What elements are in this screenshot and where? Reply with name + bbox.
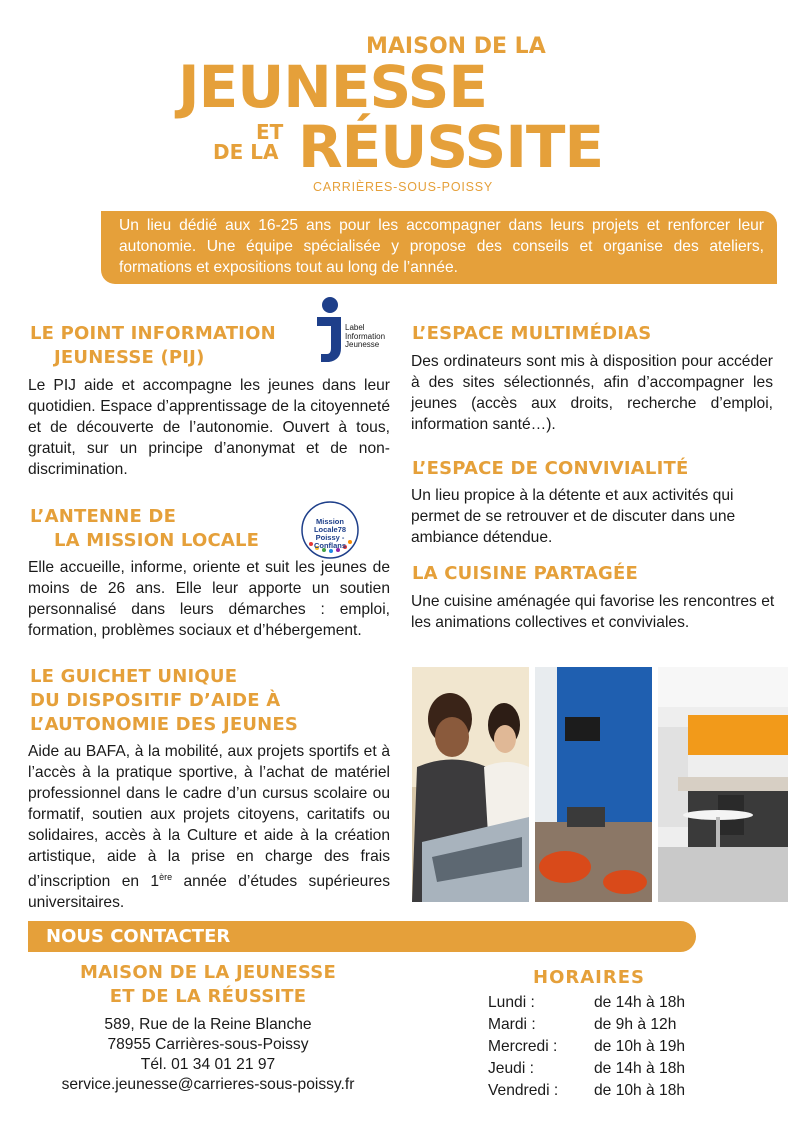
contact-phone: Tél. 01 34 01 21 97 [140, 1056, 276, 1073]
cuisine-text: Une cuisine aménagée qui favorise les rencontres et les animations collectives et conviviales. [411, 593, 775, 631]
header-dela: DE LA [213, 140, 279, 164]
pij-text: Le PIJ aide et accompagne les jeunes dans leur quotidien. Espace d’apprentissage de la citoyenneté et de découverte de l’autonomie. Ouvert à tous, gratuit, sur un principe d’anonymat et de non-discrimination. [28, 377, 390, 478]
mission-title-2: LA MISSION LOCALE [54, 530, 260, 551]
hours-time: de 10h à 18h [594, 1082, 686, 1099]
guichet-text [28, 741, 390, 913]
mission-logo-text-2: Poissy - Conflans [313, 533, 347, 550]
hours-row [488, 994, 708, 1015]
hours-day: Vendredi : [488, 1082, 559, 1099]
guichet-text-b: année d’études supérieures universitaires. [28, 873, 390, 912]
contact-name-1: MAISON DE LA JEUNESSE [80, 962, 336, 983]
hours-day: Mardi : [488, 1016, 536, 1033]
mission-text: Elle accueille, informe, oriente et suit les jeunes de moins de 26 ans. Elle leur apporte un soutien personnalisé dans leurs démarches : emploi, formation, problèmes sociaux et d’hébergement. [28, 559, 390, 639]
multimedia-title: L’ESPACE MULTIMÉDIAS [412, 323, 652, 344]
guichet-title-1: LE GUICHET UNIQUE [30, 666, 238, 687]
hours-day: Jeudi : [488, 1060, 534, 1077]
cuisine-title: LA CUISINE PARTAGÉE [412, 563, 638, 584]
header-line2: JEUNESSE [178, 53, 488, 121]
hours-day: Mercredi : [488, 1038, 558, 1055]
header-line1: MAISON DE LA [366, 34, 546, 59]
hours-time: de 10h à 19h [594, 1038, 686, 1055]
mission-logo-text-1: Mission Locale78 [313, 517, 347, 534]
pij-logo-text-2: Information [345, 331, 386, 341]
mission-title-1: L’ANTENNE DE [30, 506, 177, 527]
contact-address-1: 589, Rue de la Reine Blanche [104, 1016, 312, 1033]
pij-logo [313, 296, 403, 366]
photo-lounge-room [535, 667, 652, 902]
guichet-text-sup: ère [159, 872, 173, 882]
hours-row [488, 1082, 708, 1103]
photo-strip [412, 667, 788, 902]
contact-address-2: 78955 Carrières-sous-Poissy [107, 1036, 309, 1053]
hours-day: Lundi : [488, 994, 535, 1011]
guichet-title-2: DU DISPOSITIF D’AIDE À [30, 690, 281, 711]
pij-logo-text-1: Label [345, 323, 365, 332]
header-et: ET [256, 120, 284, 144]
hours-title: HORAIRES [533, 967, 645, 988]
hours-row [488, 1060, 708, 1081]
photo-students-laptop [412, 667, 529, 902]
hours-time: de 9h à 12h [594, 1016, 677, 1033]
mission-locale-logo [300, 500, 360, 560]
contact-email[interactable]: service.jeunesse@carrieres-sous-poissy.fr [61, 1076, 355, 1093]
pij-title-1: LE POINT INFORMATION [30, 323, 276, 344]
contact-name-2: ET DE LA RÉUSSITE [109, 986, 307, 1007]
contact-bar-label: NOUS CONTACTER [46, 926, 231, 947]
hours-row [488, 1016, 708, 1037]
convivialite-text: Un lieu propice à la détente et aux activités qui permet de se retrouver et de discuter dans une ambiance détendue. [411, 487, 736, 546]
intro-text: Un lieu dédié aux 16-25 ans pour les accompagner dans leurs projets et renforcer leur autonomie. Une équipe spécialisée y propose des conseils et organise des ateliers, formations et expositions tout au long de l’année. [119, 217, 764, 276]
pij-logo-text-3: Jeunesse [345, 340, 380, 349]
photo-shared-kitchen [658, 667, 788, 902]
hours-time: de 14h à 18h [594, 1060, 686, 1077]
guichet-text-a: Aide au BAFA, à la mobilité, aux projets sportifs et à l’accès à la pratique sportive, à l’achat de matériel professionnel dans le cadre d’un cursus scolaire ou formatif, soutien aux projets citoyens, caritatifs ou solidaires, accès à la Culture et aide à la création artistique, aide à la prise en charge des frais d’inscription en 1 [28, 743, 390, 891]
intro-box [101, 211, 777, 284]
hours-row [488, 1038, 708, 1059]
pij-logo-icon [313, 296, 347, 366]
header-city: CARRIÈRES-SOUS-POISSY [313, 180, 494, 194]
convivialite-title: L’ESPACE DE CONVIVIALITÉ [412, 458, 689, 479]
pij-title-2: JEUNESSE (PIJ) [54, 347, 205, 368]
multimedia-text: Des ordinateurs sont mis à disposition pour accéder à des sites sélectionnés, afin d’accompagner les jeunes (accès aux droits, recherche d’emploi, information santé…). [411, 353, 773, 433]
hours-time: de 14h à 18h [594, 994, 686, 1011]
contact-bar [28, 921, 696, 952]
guichet-title-3: L’AUTONOMIE DES JEUNES [30, 714, 299, 735]
header-line3: RÉUSSITE [298, 113, 604, 181]
contact-block [28, 961, 388, 1095]
